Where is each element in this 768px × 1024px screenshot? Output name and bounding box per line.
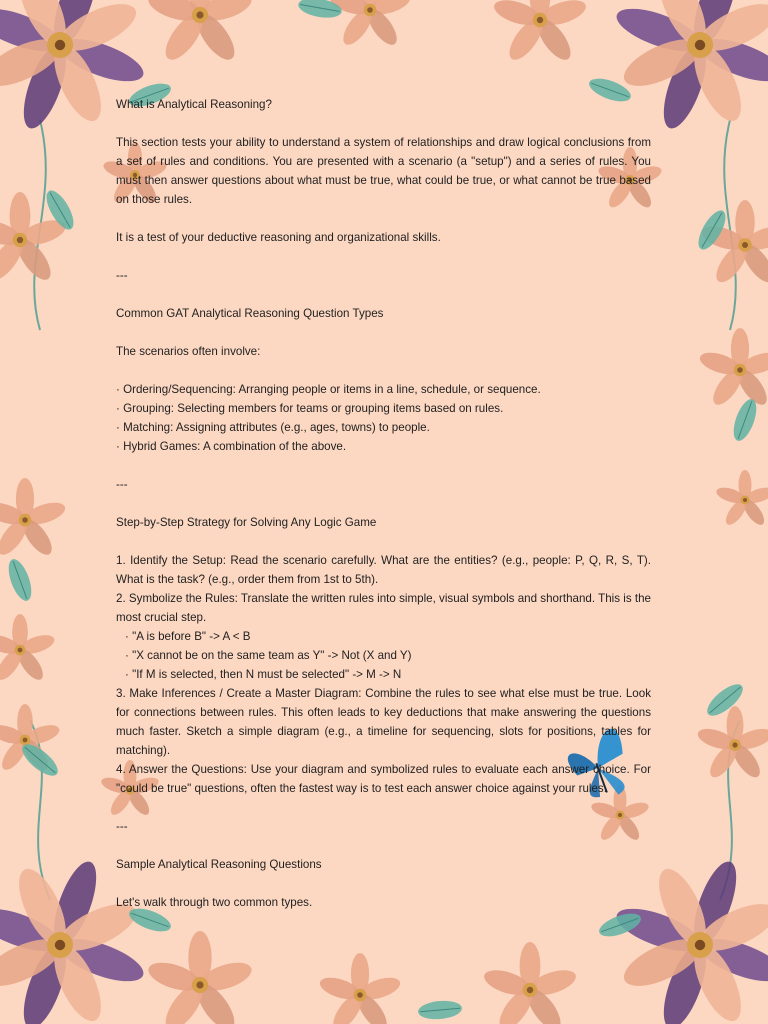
text-paragraph: · Matching: Assigning attributes (e.g., ages, towns) to people. (116, 421, 430, 434)
text-paragraph: Common GAT Analytical Reasoning Question Types (116, 307, 384, 320)
text-paragraph: This section tests your ability to understand a system of relationships and draw logical conclusions from a set of rules and conditions. You are presented with a scenario (a "setup") and a series of rules. You must then answer questions about what must be true, what could be true, or what cannot be true based on those rules. (116, 136, 651, 206)
text-paragraph: --- (116, 820, 128, 833)
paragraph-spacer (116, 494, 651, 513)
text-paragraph: · Hybrid Games: A combination of the above. (116, 440, 347, 453)
paragraph-spacer (116, 532, 651, 551)
text-paragraph: --- (116, 269, 128, 282)
paragraph-spacer (116, 456, 651, 475)
indented-bullet: · "X cannot be on the same team as Y" -> Not (X and Y) (125, 649, 412, 662)
document-body (116, 95, 651, 912)
indented-bullet: · "A is before B" -> A < B (125, 630, 251, 643)
paragraph-spacer (116, 836, 651, 855)
paragraph-spacer (116, 798, 651, 817)
text-paragraph: What is Analytical Reasoning? (116, 98, 272, 111)
paragraph-spacer (116, 361, 651, 380)
text-paragraph: 3. Make Inferences / Create a Master Diagram: Combine the rules to see what else must be true. Look for connections between rules. This often leads to key deductions that make answering the questions much faster. Sketch a simple diagram (e.g., a timeline for sequencing, slots for positions, tables for matching). (116, 687, 651, 757)
paragraph-spacer (116, 114, 651, 133)
text-paragraph: · Ordering/Sequencing: Arranging people or items in a line, schedule, or sequence. (116, 383, 541, 396)
paragraph-spacer (116, 247, 651, 266)
paragraph-spacer (116, 323, 651, 342)
paragraph-spacer (116, 874, 651, 893)
text-paragraph: Let's walk through two common types. (116, 896, 313, 909)
paragraph-spacer (116, 285, 651, 304)
paragraph-spacer (116, 209, 651, 228)
indented-bullet: · "If M is selected, then N must be selected" -> M -> N (125, 668, 402, 681)
text-paragraph: Step-by-Step Strategy for Solving Any Logic Game (116, 516, 377, 529)
text-paragraph: The scenarios often involve: (116, 345, 261, 358)
text-paragraph: · Grouping: Selecting members for teams or grouping items based on rules. (116, 402, 504, 415)
text-paragraph: --- (116, 478, 128, 491)
text-paragraph: Sample Analytical Reasoning Questions (116, 858, 322, 871)
text-paragraph: 1. Identify the Setup: Read the scenario carefully. What are the entities? (e.g., people: P, Q, R, S, T). What is the task? (e.g., order them from 1st to 5th). (116, 554, 651, 586)
text-paragraph: 4. Answer the Questions: Use your diagram and symbolized rules to evaluate each answer choice. For "could be true" questions, often the fastest way is to test each answer choice against your rules. (116, 763, 651, 795)
text-paragraph: It is a test of your deductive reasoning and organizational skills. (116, 231, 441, 244)
text-paragraph: 2. Symbolize the Rules: Translate the written rules into simple, visual symbols and shorthand. This is the most crucial step. (116, 592, 651, 624)
